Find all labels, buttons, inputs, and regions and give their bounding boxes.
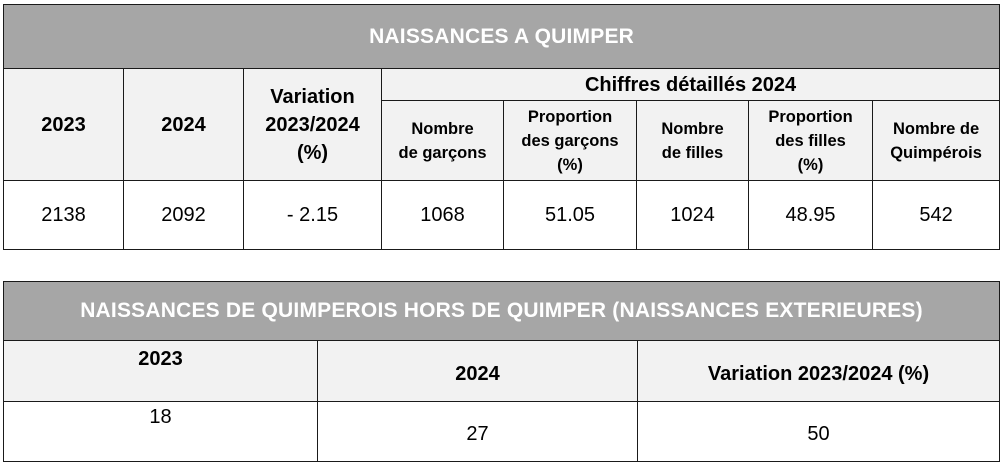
value-2024-text: 27 xyxy=(466,423,489,445)
value-variation-text: 50 xyxy=(807,423,830,445)
value-variation: - 2.15 xyxy=(244,181,382,250)
header-line: Nombre xyxy=(661,119,724,138)
header-2024: 2024 xyxy=(124,69,244,181)
header-2023 xyxy=(4,341,318,402)
table2-title: NAISSANCES DE QUIMPEROIS HORS DE QUIMPER (NAISSANCES EXTERIEURES) xyxy=(4,282,1000,341)
header-2023-text: 2023 xyxy=(138,348,183,370)
header-line: Nombre de xyxy=(892,119,980,138)
value-boys-proportion: 51.05 xyxy=(504,181,637,250)
header-variation xyxy=(638,341,1000,402)
header-line: (%) xyxy=(797,155,824,174)
header-line: Nombre xyxy=(411,119,474,138)
value-2023: 2138 xyxy=(4,181,124,250)
header-variation-text: Variation 2023/2024 (%) xyxy=(707,363,930,385)
births-outside-quimper-table xyxy=(3,281,1000,462)
header-line: Proportion xyxy=(527,107,613,126)
header-line: des garçons xyxy=(521,131,619,150)
header-2024-text: 2024 xyxy=(455,363,500,385)
header-variation xyxy=(244,69,382,181)
header-variation-line: 2023/2024 xyxy=(265,113,360,136)
header-boys-proportion xyxy=(504,101,637,181)
table1-title: NAISSANCES A QUIMPER xyxy=(4,5,1000,69)
value-boys-count: 1068 xyxy=(382,181,504,250)
header-detail-2024: Chiffres détaillés 2024 xyxy=(382,69,1000,101)
value-girls-count: 1024 xyxy=(637,181,749,250)
header-2024 xyxy=(318,341,638,402)
header-line: de garçons xyxy=(398,143,487,162)
value-2023 xyxy=(4,402,318,462)
header-girls-count xyxy=(637,101,749,181)
header-girls-proportion xyxy=(749,101,873,181)
header-2023: 2023 xyxy=(4,69,124,181)
header-line: des filles xyxy=(775,131,846,150)
header-variation-line: (%) xyxy=(296,141,329,164)
value-variation xyxy=(638,402,1000,462)
value-2024 xyxy=(318,402,638,462)
value-girls-proportion: 48.95 xyxy=(749,181,873,250)
value-2023-text: 18 xyxy=(149,406,172,428)
header-line: (%) xyxy=(557,155,583,174)
value-quimperois-count: 542 xyxy=(873,181,1000,250)
header-variation-line: Variation xyxy=(270,85,355,108)
header-line: de filles xyxy=(661,143,724,162)
header-line: Quimpérois xyxy=(890,143,982,162)
value-2024: 2092 xyxy=(124,181,244,250)
header-line: Proportion xyxy=(768,107,853,126)
header-boys-count xyxy=(382,101,504,181)
births-quimper-table xyxy=(3,4,1000,250)
header-quimperois-count xyxy=(873,101,1000,181)
